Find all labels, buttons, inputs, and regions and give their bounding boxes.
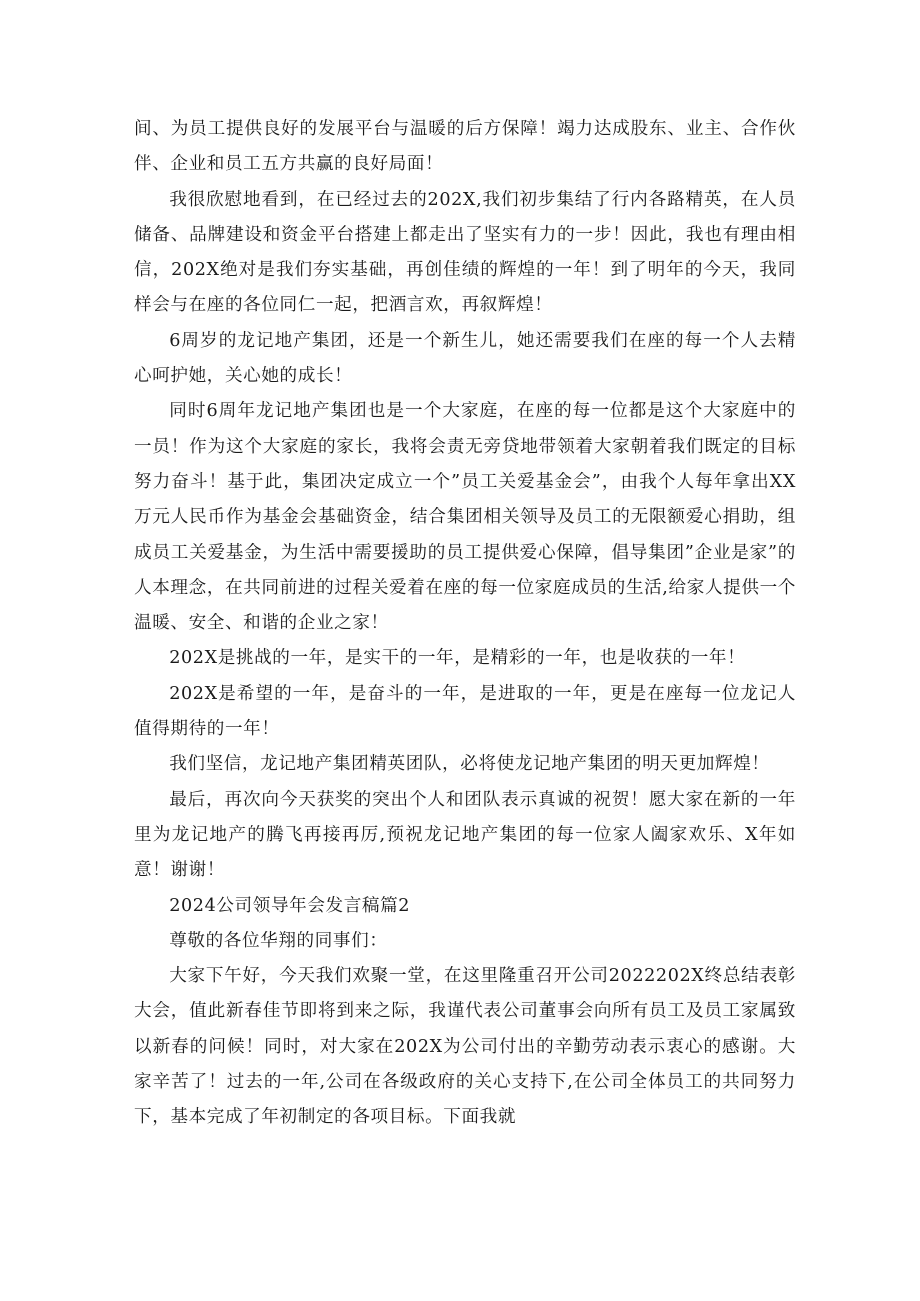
paragraph: 大家下午好，今天我们欢聚一堂，在这里隆重召开公司2022202X终总结表彰大会，值此新春佳节即将到来之际，我谨代表公司董事会向所有员工及员工家属致以新春的问候！同时，对大家在202X为公司付出的辛勤劳动表示衷心的感谢。大家辛苦了！过去的一年,公司在各级政府的关心支持下,在公司全体员工的共同努力下，基本完成了年初制定的各项目标。下面我就 [134,966,796,1128]
paragraph: 最后，再次向今天获奖的突出个人和团队表示真诚的祝贺！愿大家在新的一年里为龙记地产的腾飞再接再厉,预祝龙记地产集团的每一位家人阖家欢乐、X年如意！谢谢！ [134,789,796,881]
section-heading: 2024公司领导年会发言稿篇2 [169,895,411,916]
paragraph: 我们坚信，龙记地产集团精英团队，必将使龙记地产集团的明天更加辉煌！ [169,754,770,775]
salutation: 尊敬的各位华翔的同事们： [169,930,388,951]
paragraph: 202X是希望的一年，是奋斗的一年，是进取的一年，更是在座每一位龙记人值得期待的一年！ [134,683,796,740]
document-body [134,112,796,1136]
paragraph: 同时6周年龙记地产集团也是一个大家庭，在座的每一位都是这个大家庭中的一员！作为这个大家庭的家长，我将会责无旁贷地带领着大家朝着我们既定的目标努力奋斗！基于此，集团决定成立一个”员工关爱基金会”，由我个人每年拿出XX万元人民币作为基金会基础资金，结合集团相关领导及员工的无限额爱心捐助，组成员工关爱基金，为生活中需要援助的员工提供爱心保障，倡导集团”企业是家”的人本理念，在共同前进的过程关爱着在座的每一位家庭成员的生活,给家人提供一个温暖、安全、和谐的企业之家！ [134,401,796,634]
paragraph: 202X是挑战的一年，是实干的一年，是精彩的一年，也是收获的一年！ [169,648,746,669]
paragraph: 6周岁的龙记地产集团，还是一个新生儿，她还需要我们在座的每一个人去精心呵护她，关心她的成长！ [134,330,796,387]
paragraph-continuation: 间、为员工提供良好的发展平台与温暖的后方保障！竭力达成股东、业主、合作伙伴、企业和员工五方共赢的良好局面！ [134,119,796,175]
paragraph: 我很欣慰地看到，在已经过去的202X,我们初步集结了行内各路精英，在人员储备、品牌建设和资金平台搭建上都走出了坚实有力的一步！因此，我也有理由相信，202X绝对是我们夯实基础，再创佳绩的辉煌的一年！到了明年的今天，我同样会与在座的各位同仁一起，把酒言欢，再叙辉煌！ [134,189,796,316]
